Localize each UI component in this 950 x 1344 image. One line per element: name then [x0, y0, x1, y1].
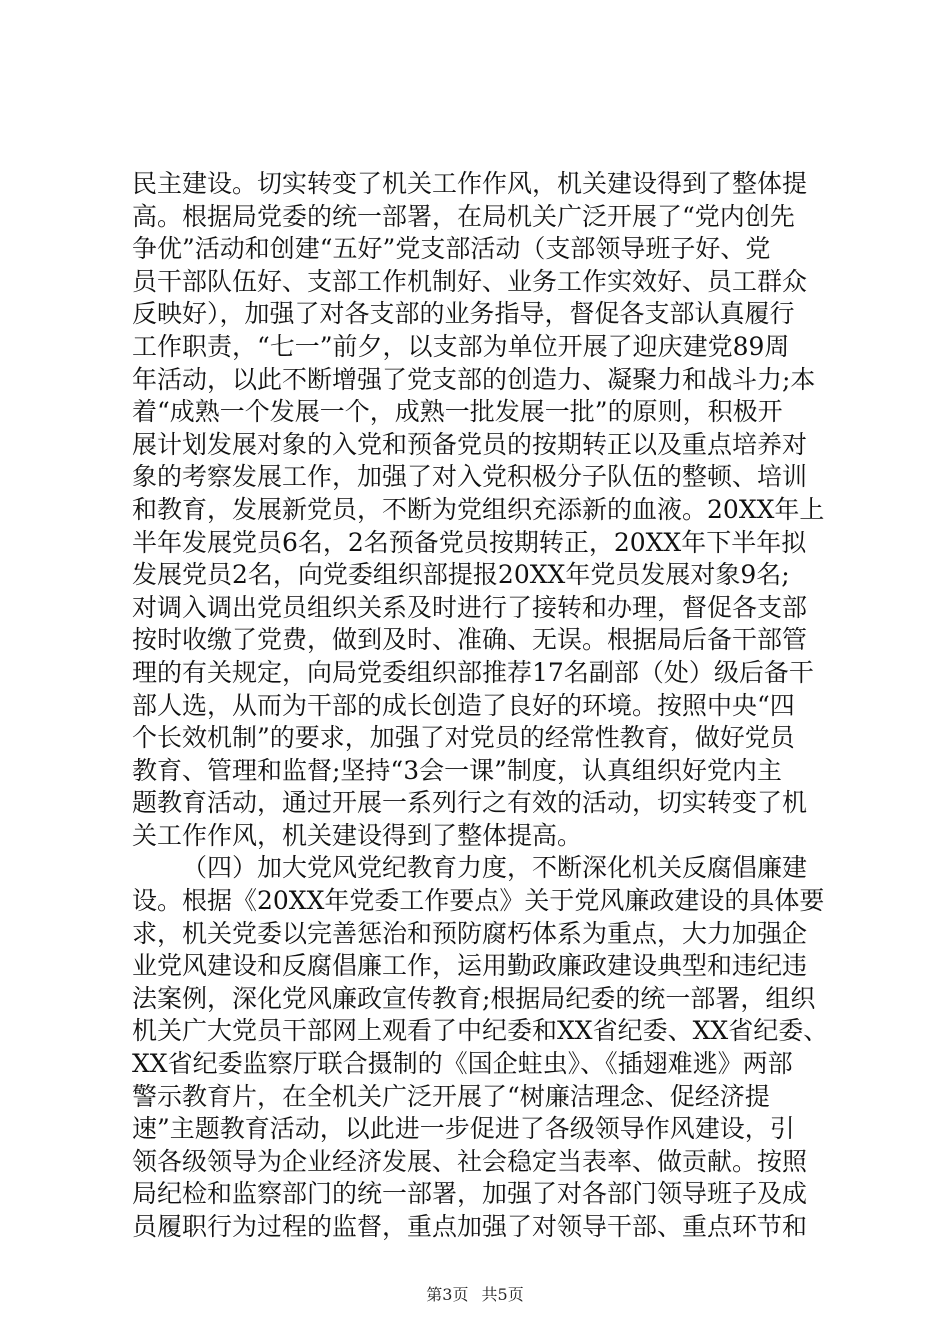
text-line: 按时收缴了党费，做到及时、准确、无误。根据局后备干部管	[132, 625, 808, 655]
text-line: 理的有关规定，向局党委组织部推荐17名副部（处）级后备干	[132, 657, 814, 687]
text-line: 工作职责，“七一”前夕，以支部为单位开展了迎庆建党89周	[132, 331, 790, 361]
text-line: 教育、管理和监督;坚持“3会一课”制度，认真组织好党内主	[132, 755, 782, 785]
text-line: 个长效机制”的要求，加强了对党员的经常性教育，做好党员	[132, 723, 795, 753]
text-line: 局纪检和监察部门的统一部署，加强了对各部门领导班子及成	[132, 1179, 808, 1209]
text-line: 设。根据《20XX年党委工作要点》关于党风廉政建设的具体要	[132, 886, 825, 916]
text-line: 业党风建设和反腐倡廉工作，运用勤政廉政建设典型和违纪违	[132, 951, 808, 981]
text-line: 部人选，从而为干部的成长创造了良好的环境。按照中央“四	[132, 690, 795, 720]
text-line: XX省纪委监察厅联合摄制的《国企蛀虫》、《插翅难逃》两部	[132, 1049, 793, 1079]
text-line: 民主建设。切实转变了机关工作作风，机关建设得到了整体提	[132, 169, 808, 198]
text-line: 求，机关党委以完善惩治和预防腐朽体系为重点，大力加强企	[132, 918, 808, 948]
text-line: 高。根据局党委的统一部署，在局机关广泛开展了“党内创先	[132, 201, 795, 231]
text-line: 关工作作风，机关建设得到了整体提高。	[132, 820, 583, 850]
text-line: 着“成熟一个发展一个，成熟一批发展一批”的原则，积极开	[132, 397, 783, 427]
text-line: 展计划发展对象的入党和预备党员的按期转正以及重点培养对	[132, 429, 808, 459]
text-line: 警示教育片，在全机关广泛开展了“树廉洁理念、促经济提	[132, 1081, 770, 1111]
text-line: 反映好），加强了对各支部的业务指导，督促各支部认真履行	[132, 299, 795, 329]
section-heading-line: （四）加大党风党纪教育力度，不断深化机关反腐倡廉建	[182, 853, 808, 883]
page-total: 共5页	[481, 1285, 524, 1304]
text-line: 对调入调出党员组织关系及时进行了接转和办理，督促各支部	[132, 592, 808, 622]
text-line: 题教育活动，通过开展一系列行之有效的活动，切实转变了机	[132, 788, 808, 818]
document-body	[132, 168, 829, 1244]
text-line: 象的考察发展工作，加强了对入党积极分子队伍的整顿、培训	[132, 462, 808, 492]
text-line: 半年发展党员6名，2名预备党员按期转正，20XX年下半年拟	[132, 527, 807, 557]
text-line: 和教育，发展新党员，不断为党组织充添新的血液。20XX年上	[132, 494, 825, 524]
text-line: 机关广大党员干部网上观看了中纪委和XX省纪委、XX省纪委、	[132, 1016, 829, 1046]
text-line: 发展党员2名，向党委组织部提报20XX年党员发展对象9名;	[132, 560, 790, 590]
text-line: 争优”活动和创建“五好”党支部活动（支部领导班子好、党	[132, 234, 771, 264]
page-footer	[0, 1285, 950, 1305]
text-line: 年活动，以此不断增强了党支部的创造力、凝聚力和战斗力;本	[132, 364, 816, 394]
text-line: 领各级领导为企业经济发展、社会稳定当表率、做贡献。按照	[132, 1146, 808, 1176]
text-line: 法案例，深化党风廉政宣传教育;根据局纪委的统一部署，组织	[132, 983, 816, 1013]
page-number: 第3页	[426, 1285, 469, 1304]
text-line: 速”主题教育活动，以此进一步促进了各级领导作风建设，引	[132, 1114, 795, 1144]
text-line: 员履职行为过程的监督，重点加强了对领导干部、重点环节和	[132, 1212, 808, 1241]
text-line: 员干部队伍好、支部工作机制好、业务工作实效好、员工群众	[132, 266, 808, 296]
